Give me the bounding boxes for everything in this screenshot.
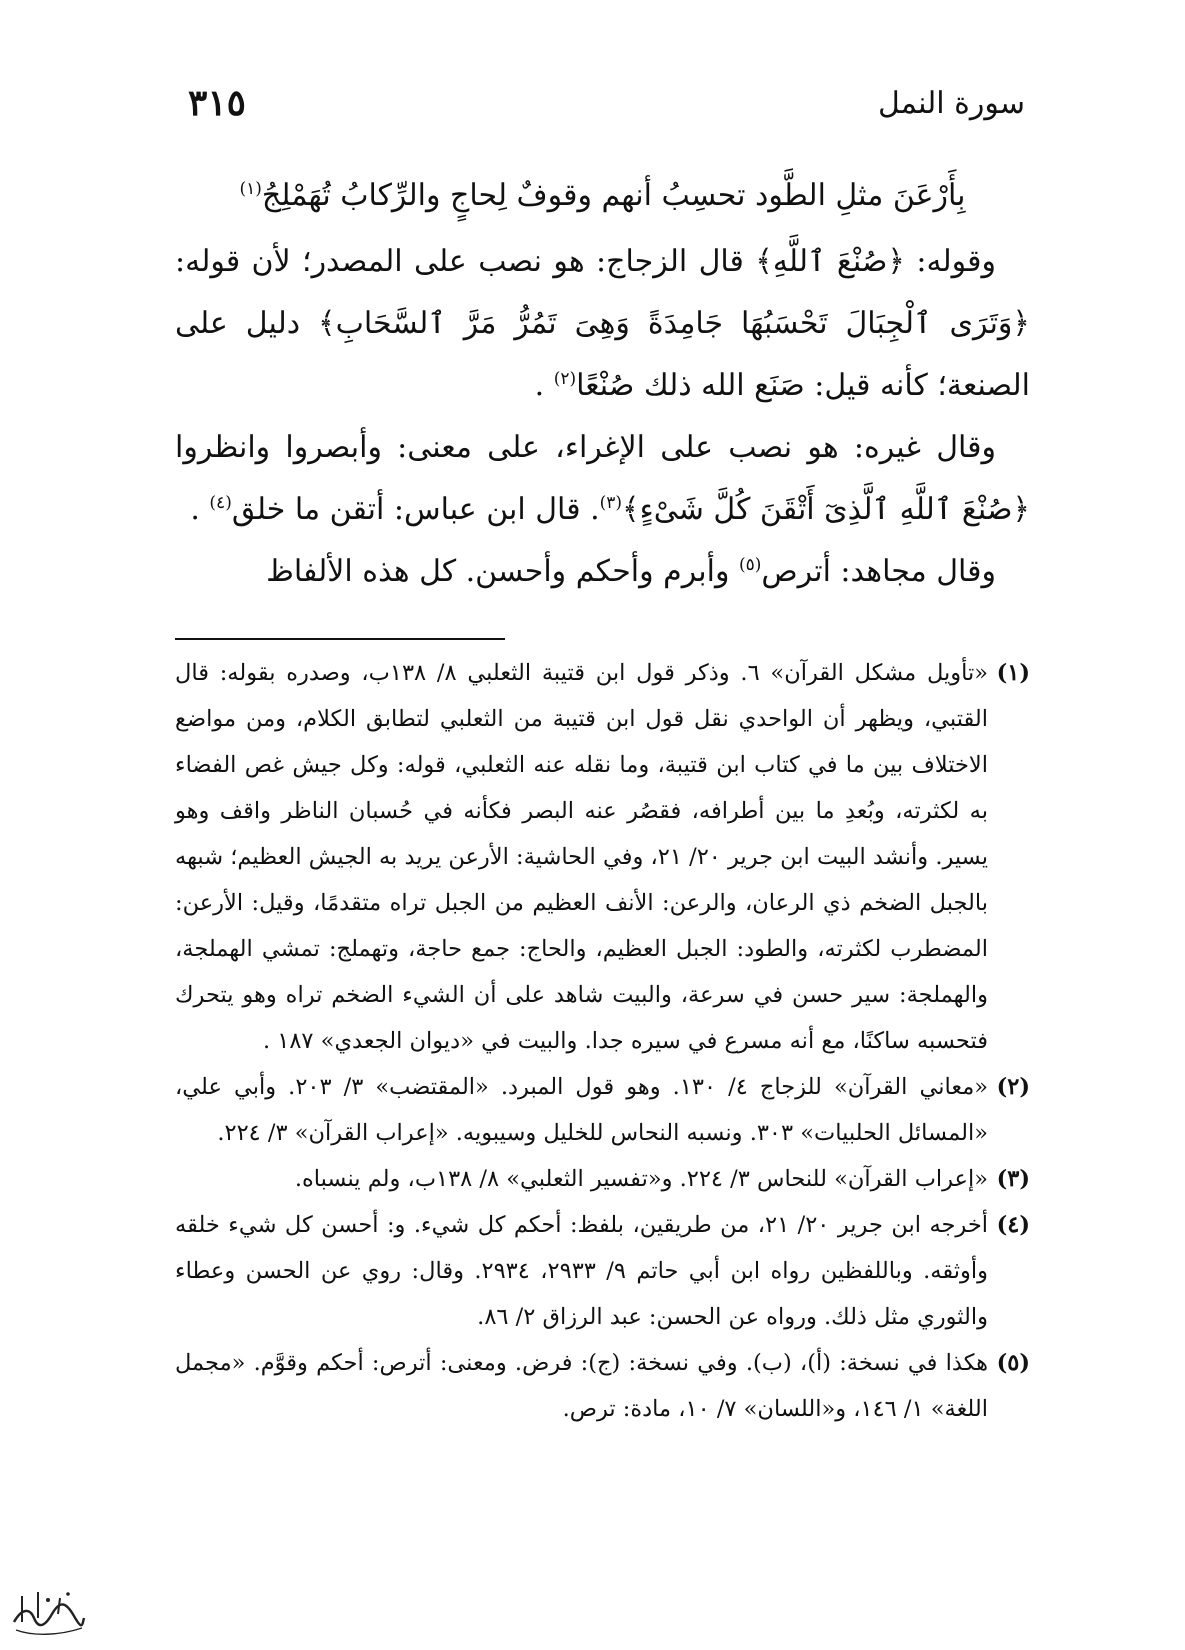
poetry-verse bbox=[175, 165, 1030, 227]
page-header bbox=[180, 82, 1025, 132]
paragraph-2 bbox=[175, 417, 1030, 541]
surah-title: سورة النمل bbox=[878, 86, 1025, 121]
main-text bbox=[175, 165, 1030, 603]
footnote-ref-3: (٣) bbox=[599, 493, 623, 513]
paragraph-2-end: . bbox=[190, 492, 210, 527]
footnote-ref-2: (٢) bbox=[553, 369, 577, 389]
footnote-ref-1: (١) bbox=[239, 179, 262, 199]
footnote-5 bbox=[175, 1340, 1030, 1432]
footnote-number: (١) bbox=[996, 660, 1030, 686]
footnote-number: (٥) bbox=[996, 1350, 1030, 1376]
paragraph-1 bbox=[175, 231, 1030, 417]
footnote-text: «معاني القرآن» للزجاج ٤/ ١٣٠. وهو قول المبرد. «المقتضب» ٣/ ٢٠٣. وأبي علي، «المسائل الحلبيات» ٣٠٣. ونسبه النحاس للخليل وسيبويه. «إعراب القرآن» ٣/ ٢٢٤. bbox=[175, 1074, 989, 1146]
footnote-divider bbox=[175, 638, 505, 640]
footnote-number: (٢) bbox=[996, 1074, 1030, 1100]
footnote-ref-5: (٥) bbox=[738, 555, 762, 575]
footnote-number: (٣) bbox=[996, 1166, 1030, 1192]
paragraph-1-end: . bbox=[534, 368, 554, 403]
page-number: ٣١٥ bbox=[188, 82, 247, 124]
footnote-text: أخرجه ابن جرير ٢٠/ ٢١، من طريقين، بلفظ: أحكم كل شيء. و: أحسن كل شيء خلقه وأوثقه. وباللفظين رواه ابن أبي حاتم ٩/ ٢٩٣٣، ٢٩٣٤. وقال: روي عن الحسن وعطاء والثوري مثل ذلك. ورواه عن الحسن: عبد الرزاق ٢/ ٨٦. bbox=[175, 1212, 988, 1330]
paragraph-2-text: وقال غيره: هو نصب على الإغراء، على معنى: وأبصروا وانظروا ﴿صُنْعَ ٱللَّهِ ٱلَّذِىٓ أَتْقَنَ كُلَّ شَىْءٍ﴾ bbox=[175, 430, 1030, 527]
paragraph-3-text: وقال مجاهد: أترص bbox=[761, 554, 996, 589]
footnote-text: «تأويل مشكل القرآن» ٦. وذكر قول ابن قتيبة الثعلبي ٨/ ١٣٨ب، وصدره بقوله: قال القتبي، ويظهر أن الواحدي نقل قول ابن قتيبة من الثعلبي لتطابق الكلام، ومن مواضع الاختلاف بين ما في كتاب ابن قتيبة، وما نقله عنه الثعلبي، قوله: وكل جيش غص الفضاء به لكثرته، وبُعدِ ما بين أطرافه، فقصُر عنه البصر فكأنه في حُسبان الناظر واقف وهو يسير. وأنشد البيت ابن جرير ٢٠/ ٢١، وفي الحاشية: الأرعن يريد به الجيش العظيم؛ شبهه بالجبل الضخم ذي الرعان، والرعن: الأنف العظيم من الجبل تراه متقدمًا، وقيل: الأرعن: المضطرب لكثرته، والطود: الجبل العظيم، والحاج: جمع حاجة، وتهملج: تمشي الهملجة، والهملجة: سير حسن في سرعة، والبيت شاهد على أن الشيء الضخم تراه وهو يتحرك فتحسبه ساكنًا، مع أنه مسرع في سيره جدا. والبيت في «ديوان الجعدي» ١٨٧ . bbox=[175, 660, 989, 1054]
paragraph-1-text: وقوله: ﴿صُنْعَ ٱللَّهِ﴾ قال الزجاج: هو نصب على المصدر؛ لأن قوله: ﴿وَتَرَى ٱلْجِبَالَ تَحْسَبُهَا جَامِدَةً وَهِىَ تَمُرُّ مَرَّ ٱلسَّحَابِ﴾ دليل على الصنعة؛ كأنه قيل: صَنَع الله ذلك صُنْعًا bbox=[175, 244, 1030, 403]
footnote-3 bbox=[175, 1156, 1030, 1202]
footnote-ref-4: (٤) bbox=[209, 493, 232, 513]
footnote-4 bbox=[175, 1202, 1030, 1340]
calligraphy-stamp-logo bbox=[8, 1578, 88, 1640]
verse-text: بِأَرْعَنَ مثلِ الطَّود تحسِبُ أنهم وقوفٌ لِحاجٍ والرِّكابُ تُهَمْلِجُ bbox=[261, 178, 966, 213]
footnotes-section bbox=[175, 650, 1030, 1432]
footnote-text: هكذا في نسخة: (أ)، (ب). وفي نسخة: (ج): فرض. ومعنى: أترص: أحكم وقوَّم. «مجمل اللغة» ١/ ١٤٦، و«اللسان» ٧/ ١٠، مادة: ترص. bbox=[175, 1350, 988, 1422]
footnote-2 bbox=[175, 1064, 1030, 1156]
footnote-1 bbox=[175, 650, 1030, 1064]
paragraph-2-text-b: . قال ابن عباس: أتقن ما خلق bbox=[231, 492, 600, 527]
paragraph-3 bbox=[175, 541, 1030, 603]
footnote-text: «إعراب القرآن» للنحاس ٣/ ٢٢٤. و«تفسير الثعلبي» ٨/ ١٣٨ب، ولم ينسباه. bbox=[294, 1166, 988, 1192]
footnote-number: (٤) bbox=[996, 1212, 1030, 1238]
paragraph-3-text-b: وأبرم وأحكم وأحسن. كل هذه الألفاظ bbox=[266, 554, 739, 589]
